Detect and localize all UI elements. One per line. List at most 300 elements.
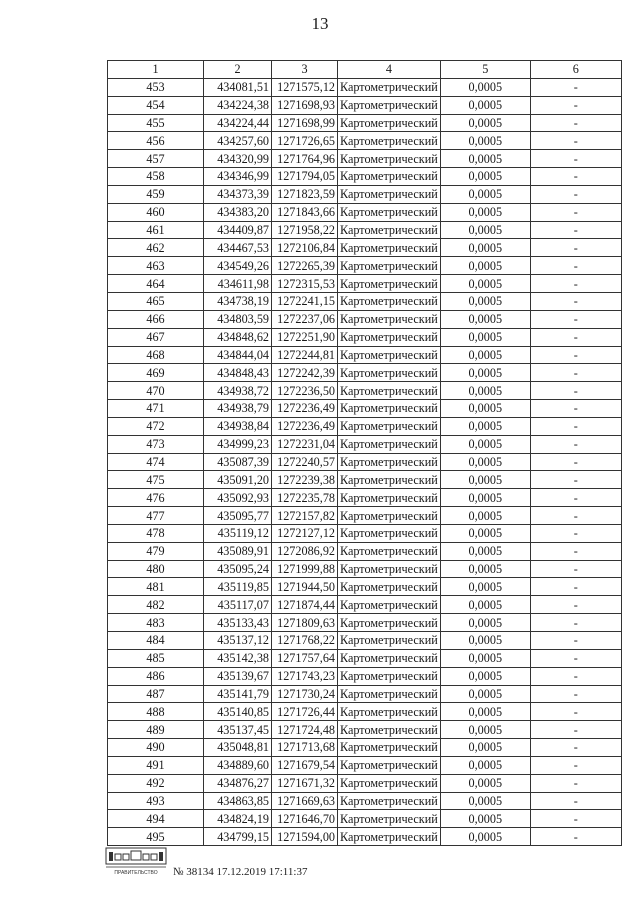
table-row bbox=[108, 239, 622, 257]
note-cell: - bbox=[530, 756, 621, 774]
y-coordinate-cell: 1271646,70 bbox=[272, 810, 338, 828]
y-coordinate-cell: 1272239,38 bbox=[272, 471, 338, 489]
accuracy-cell: 0,0005 bbox=[440, 774, 530, 792]
note-cell: - bbox=[530, 292, 621, 310]
y-coordinate-cell: 1271757,64 bbox=[272, 649, 338, 667]
table-row bbox=[108, 453, 622, 471]
point-number-cell: 485 bbox=[108, 649, 204, 667]
table-row bbox=[108, 578, 622, 596]
y-coordinate-cell: 1272086,92 bbox=[272, 542, 338, 560]
point-number-cell: 493 bbox=[108, 792, 204, 810]
x-coordinate-cell: 434803,59 bbox=[204, 310, 272, 328]
table-row bbox=[108, 168, 622, 186]
x-coordinate-cell: 435091,20 bbox=[204, 471, 272, 489]
y-coordinate-cell: 1271958,22 bbox=[272, 221, 338, 239]
accuracy-cell: 0,0005 bbox=[440, 489, 530, 507]
x-coordinate-cell: 434938,79 bbox=[204, 400, 272, 418]
method-cell: Картометрический bbox=[338, 328, 441, 346]
y-coordinate-cell: 1271809,63 bbox=[272, 614, 338, 632]
method-cell: Картометрический bbox=[338, 346, 441, 364]
method-cell: Картометрический bbox=[338, 507, 441, 525]
table-row bbox=[108, 417, 622, 435]
note-cell: - bbox=[530, 489, 621, 507]
accuracy-cell: 0,0005 bbox=[440, 221, 530, 239]
method-cell: Картометрический bbox=[338, 721, 441, 739]
method-cell: Картометрический bbox=[338, 275, 441, 293]
y-coordinate-cell: 1271713,68 bbox=[272, 739, 338, 757]
point-number-cell: 474 bbox=[108, 453, 204, 471]
note-cell: - bbox=[530, 364, 621, 382]
x-coordinate-cell: 435137,45 bbox=[204, 721, 272, 739]
y-coordinate-cell: 1271726,65 bbox=[272, 132, 338, 150]
y-coordinate-cell: 1272315,53 bbox=[272, 275, 338, 293]
y-coordinate-cell: 1272237,06 bbox=[272, 310, 338, 328]
note-cell: - bbox=[530, 257, 621, 275]
point-number-cell: 487 bbox=[108, 685, 204, 703]
note-cell: - bbox=[530, 96, 621, 114]
accuracy-cell: 0,0005 bbox=[440, 810, 530, 828]
accuracy-cell: 0,0005 bbox=[440, 578, 530, 596]
note-cell: - bbox=[530, 632, 621, 650]
y-coordinate-cell: 1272240,57 bbox=[272, 453, 338, 471]
table-row bbox=[108, 364, 622, 382]
x-coordinate-cell: 434799,15 bbox=[204, 828, 272, 846]
point-number-cell: 472 bbox=[108, 417, 204, 435]
point-number-cell: 483 bbox=[108, 614, 204, 632]
y-coordinate-cell: 1272236,49 bbox=[272, 417, 338, 435]
point-number-cell: 486 bbox=[108, 667, 204, 685]
y-coordinate-cell: 1272241,15 bbox=[272, 292, 338, 310]
government-stamp-logo bbox=[105, 846, 167, 876]
note-cell: - bbox=[530, 239, 621, 257]
note-cell: - bbox=[530, 578, 621, 596]
y-coordinate-cell: 1271726,44 bbox=[272, 703, 338, 721]
note-cell: - bbox=[530, 400, 621, 418]
x-coordinate-cell: 435140,85 bbox=[204, 703, 272, 721]
table-row bbox=[108, 542, 622, 560]
y-coordinate-cell: 1271944,50 bbox=[272, 578, 338, 596]
point-number-cell: 469 bbox=[108, 364, 204, 382]
y-coordinate-cell: 1271874,44 bbox=[272, 596, 338, 614]
point-number-cell: 490 bbox=[108, 739, 204, 757]
method-cell: Картометрический bbox=[338, 471, 441, 489]
method-cell: Картометрический bbox=[338, 96, 441, 114]
x-coordinate-cell: 434848,62 bbox=[204, 328, 272, 346]
table-row bbox=[108, 346, 622, 364]
note-cell: - bbox=[530, 203, 621, 221]
y-coordinate-cell: 1271730,24 bbox=[272, 685, 338, 703]
accuracy-cell: 0,0005 bbox=[440, 435, 530, 453]
note-cell: - bbox=[530, 150, 621, 168]
method-cell: Картометрический bbox=[338, 489, 441, 507]
note-cell: - bbox=[530, 435, 621, 453]
document-registration-stamp: № 38134 17.12.2019 17:11:37 bbox=[173, 866, 308, 878]
method-cell: Картометрический bbox=[338, 364, 441, 382]
method-cell: Картометрический bbox=[338, 400, 441, 418]
accuracy-cell: 0,0005 bbox=[440, 739, 530, 757]
accuracy-cell: 0,0005 bbox=[440, 542, 530, 560]
method-cell: Картометрический bbox=[338, 667, 441, 685]
x-coordinate-cell: 435133,43 bbox=[204, 614, 272, 632]
accuracy-cell: 0,0005 bbox=[440, 400, 530, 418]
method-cell: Картометрический bbox=[338, 435, 441, 453]
coordinates-table bbox=[107, 60, 622, 846]
column-header: 5 bbox=[440, 61, 530, 79]
y-coordinate-cell: 1272265,39 bbox=[272, 257, 338, 275]
column-header: 2 bbox=[204, 61, 272, 79]
table-row bbox=[108, 596, 622, 614]
method-cell: Картометрический bbox=[338, 203, 441, 221]
point-number-cell: 480 bbox=[108, 560, 204, 578]
point-number-cell: 454 bbox=[108, 96, 204, 114]
note-cell: - bbox=[530, 560, 621, 578]
accuracy-cell: 0,0005 bbox=[440, 328, 530, 346]
point-number-cell: 471 bbox=[108, 400, 204, 418]
note-cell: - bbox=[530, 614, 621, 632]
x-coordinate-cell: 434844,04 bbox=[204, 346, 272, 364]
accuracy-cell: 0,0005 bbox=[440, 471, 530, 489]
column-header: 4 bbox=[338, 61, 441, 79]
note-cell: - bbox=[530, 667, 621, 685]
method-cell: Картометрический bbox=[338, 810, 441, 828]
note-cell: - bbox=[530, 78, 621, 96]
method-cell: Картометрический bbox=[338, 542, 441, 560]
x-coordinate-cell: 435139,67 bbox=[204, 667, 272, 685]
table-row bbox=[108, 150, 622, 168]
table-row bbox=[108, 828, 622, 846]
accuracy-cell: 0,0005 bbox=[440, 96, 530, 114]
x-coordinate-cell: 434999,23 bbox=[204, 435, 272, 453]
note-cell: - bbox=[530, 168, 621, 186]
x-coordinate-cell: 434346,99 bbox=[204, 168, 272, 186]
accuracy-cell: 0,0005 bbox=[440, 667, 530, 685]
point-number-cell: 456 bbox=[108, 132, 204, 150]
x-coordinate-cell: 434876,27 bbox=[204, 774, 272, 792]
table-row bbox=[108, 632, 622, 650]
point-number-cell: 473 bbox=[108, 435, 204, 453]
table-row bbox=[108, 400, 622, 418]
x-coordinate-cell: 434224,38 bbox=[204, 96, 272, 114]
page-number: 13 bbox=[311, 14, 329, 33]
accuracy-cell: 0,0005 bbox=[440, 560, 530, 578]
accuracy-cell: 0,0005 bbox=[440, 132, 530, 150]
x-coordinate-cell: 435095,77 bbox=[204, 507, 272, 525]
point-number-cell: 468 bbox=[108, 346, 204, 364]
note-cell: - bbox=[530, 649, 621, 667]
x-coordinate-cell: 435119,12 bbox=[204, 524, 272, 542]
table-row bbox=[108, 756, 622, 774]
table-row bbox=[108, 132, 622, 150]
note-cell: - bbox=[530, 721, 621, 739]
column-header: 6 bbox=[530, 61, 621, 79]
table-row bbox=[108, 185, 622, 203]
table-row bbox=[108, 560, 622, 578]
point-number-cell: 477 bbox=[108, 507, 204, 525]
y-coordinate-cell: 1272251,90 bbox=[272, 328, 338, 346]
note-cell: - bbox=[530, 596, 621, 614]
x-coordinate-cell: 435087,39 bbox=[204, 453, 272, 471]
accuracy-cell: 0,0005 bbox=[440, 685, 530, 703]
method-cell: Картометрический bbox=[338, 453, 441, 471]
note-cell: - bbox=[530, 792, 621, 810]
accuracy-cell: 0,0005 bbox=[440, 275, 530, 293]
table-row bbox=[108, 471, 622, 489]
point-number-cell: 465 bbox=[108, 292, 204, 310]
x-coordinate-cell: 434224,44 bbox=[204, 114, 272, 132]
point-number-cell: 488 bbox=[108, 703, 204, 721]
note-cell: - bbox=[530, 382, 621, 400]
note-cell: - bbox=[530, 275, 621, 293]
x-coordinate-cell: 434611,98 bbox=[204, 275, 272, 293]
accuracy-cell: 0,0005 bbox=[440, 828, 530, 846]
table-body bbox=[108, 78, 622, 845]
column-header: 3 bbox=[272, 61, 338, 79]
y-coordinate-cell: 1271794,05 bbox=[272, 168, 338, 186]
x-coordinate-cell: 434889,60 bbox=[204, 756, 272, 774]
x-coordinate-cell: 435137,12 bbox=[204, 632, 272, 650]
method-cell: Картометрический bbox=[338, 417, 441, 435]
point-number-cell: 475 bbox=[108, 471, 204, 489]
x-coordinate-cell: 434257,60 bbox=[204, 132, 272, 150]
method-cell: Картометрический bbox=[338, 257, 441, 275]
column-header: 1 bbox=[108, 61, 204, 79]
note-cell: - bbox=[530, 507, 621, 525]
table-row bbox=[108, 792, 622, 810]
table-row bbox=[108, 649, 622, 667]
accuracy-cell: 0,0005 bbox=[440, 292, 530, 310]
method-cell: Картометрический bbox=[338, 578, 441, 596]
point-number-cell: 460 bbox=[108, 203, 204, 221]
x-coordinate-cell: 434467,53 bbox=[204, 239, 272, 257]
accuracy-cell: 0,0005 bbox=[440, 185, 530, 203]
note-cell: - bbox=[530, 453, 621, 471]
table-row bbox=[108, 810, 622, 828]
table-row bbox=[108, 614, 622, 632]
svg-text:ПРАВИТЕЛЬСТВО: ПРАВИТЕЛЬСТВО bbox=[114, 870, 158, 876]
table-header-row bbox=[108, 61, 622, 79]
point-number-cell: 479 bbox=[108, 542, 204, 560]
method-cell: Картометрический bbox=[338, 560, 441, 578]
point-number-cell: 492 bbox=[108, 774, 204, 792]
method-cell: Картометрический bbox=[338, 703, 441, 721]
note-cell: - bbox=[530, 810, 621, 828]
point-number-cell: 470 bbox=[108, 382, 204, 400]
method-cell: Картометрический bbox=[338, 150, 441, 168]
point-number-cell: 464 bbox=[108, 275, 204, 293]
accuracy-cell: 0,0005 bbox=[440, 168, 530, 186]
accuracy-cell: 0,0005 bbox=[440, 792, 530, 810]
point-number-cell: 461 bbox=[108, 221, 204, 239]
y-coordinate-cell: 1272242,39 bbox=[272, 364, 338, 382]
y-coordinate-cell: 1272236,50 bbox=[272, 382, 338, 400]
method-cell: Картометрический bbox=[338, 221, 441, 239]
x-coordinate-cell: 435089,91 bbox=[204, 542, 272, 560]
method-cell: Картометрический bbox=[338, 524, 441, 542]
method-cell: Картометрический bbox=[338, 614, 441, 632]
accuracy-cell: 0,0005 bbox=[440, 114, 530, 132]
method-cell: Картометрический bbox=[338, 632, 441, 650]
method-cell: Картометрический bbox=[338, 596, 441, 614]
accuracy-cell: 0,0005 bbox=[440, 150, 530, 168]
point-number-cell: 495 bbox=[108, 828, 204, 846]
note-cell: - bbox=[530, 346, 621, 364]
point-number-cell: 459 bbox=[108, 185, 204, 203]
method-cell: Картометрический bbox=[338, 239, 441, 257]
accuracy-cell: 0,0005 bbox=[440, 649, 530, 667]
y-coordinate-cell: 1272235,78 bbox=[272, 489, 338, 507]
table-row bbox=[108, 721, 622, 739]
accuracy-cell: 0,0005 bbox=[440, 453, 530, 471]
x-coordinate-cell: 434938,84 bbox=[204, 417, 272, 435]
method-cell: Картометрический bbox=[338, 310, 441, 328]
note-cell: - bbox=[530, 185, 621, 203]
table-row bbox=[108, 667, 622, 685]
note-cell: - bbox=[530, 542, 621, 560]
note-cell: - bbox=[530, 114, 621, 132]
y-coordinate-cell: 1271843,66 bbox=[272, 203, 338, 221]
accuracy-cell: 0,0005 bbox=[440, 257, 530, 275]
y-coordinate-cell: 1272236,49 bbox=[272, 400, 338, 418]
x-coordinate-cell: 435048,81 bbox=[204, 739, 272, 757]
note-cell: - bbox=[530, 221, 621, 239]
x-coordinate-cell: 434383,20 bbox=[204, 203, 272, 221]
point-number-cell: 458 bbox=[108, 168, 204, 186]
x-coordinate-cell: 434824,19 bbox=[204, 810, 272, 828]
method-cell: Картометрический bbox=[338, 185, 441, 203]
table-row bbox=[108, 435, 622, 453]
point-number-cell: 467 bbox=[108, 328, 204, 346]
table-row bbox=[108, 275, 622, 293]
method-cell: Картометрический bbox=[338, 828, 441, 846]
method-cell: Картометрический bbox=[338, 382, 441, 400]
y-coordinate-cell: 1272231,04 bbox=[272, 435, 338, 453]
y-coordinate-cell: 1272106,84 bbox=[272, 239, 338, 257]
accuracy-cell: 0,0005 bbox=[440, 703, 530, 721]
method-cell: Картометрический bbox=[338, 756, 441, 774]
table-row bbox=[108, 257, 622, 275]
accuracy-cell: 0,0005 bbox=[440, 524, 530, 542]
y-coordinate-cell: 1271698,93 bbox=[272, 96, 338, 114]
accuracy-cell: 0,0005 bbox=[440, 78, 530, 96]
table-row bbox=[108, 221, 622, 239]
table-row bbox=[108, 524, 622, 542]
y-coordinate-cell: 1272157,82 bbox=[272, 507, 338, 525]
table-row bbox=[108, 739, 622, 757]
accuracy-cell: 0,0005 bbox=[440, 756, 530, 774]
method-cell: Картометрический bbox=[338, 774, 441, 792]
y-coordinate-cell: 1272244,81 bbox=[272, 346, 338, 364]
table-row bbox=[108, 203, 622, 221]
note-cell: - bbox=[530, 310, 621, 328]
y-coordinate-cell: 1271764,96 bbox=[272, 150, 338, 168]
table-row bbox=[108, 292, 622, 310]
y-coordinate-cell: 1271768,22 bbox=[272, 632, 338, 650]
y-coordinate-cell: 1271575,12 bbox=[272, 78, 338, 96]
table-row bbox=[108, 96, 622, 114]
x-coordinate-cell: 434863,85 bbox=[204, 792, 272, 810]
y-coordinate-cell: 1271724,48 bbox=[272, 721, 338, 739]
accuracy-cell: 0,0005 bbox=[440, 364, 530, 382]
point-number-cell: 457 bbox=[108, 150, 204, 168]
x-coordinate-cell: 434549,26 bbox=[204, 257, 272, 275]
point-number-cell: 455 bbox=[108, 114, 204, 132]
table-row bbox=[108, 703, 622, 721]
table-row bbox=[108, 78, 622, 96]
point-number-cell: 482 bbox=[108, 596, 204, 614]
point-number-cell: 481 bbox=[108, 578, 204, 596]
note-cell: - bbox=[530, 328, 621, 346]
x-coordinate-cell: 435142,38 bbox=[204, 649, 272, 667]
method-cell: Картометрический bbox=[338, 792, 441, 810]
x-coordinate-cell: 435119,85 bbox=[204, 578, 272, 596]
table-row bbox=[108, 507, 622, 525]
x-coordinate-cell: 434320,99 bbox=[204, 150, 272, 168]
x-coordinate-cell: 435117,07 bbox=[204, 596, 272, 614]
y-coordinate-cell: 1271999,88 bbox=[272, 560, 338, 578]
method-cell: Картометрический bbox=[338, 685, 441, 703]
table-row bbox=[108, 774, 622, 792]
note-cell: - bbox=[530, 132, 621, 150]
note-cell: - bbox=[530, 828, 621, 846]
note-cell: - bbox=[530, 703, 621, 721]
accuracy-cell: 0,0005 bbox=[440, 346, 530, 364]
method-cell: Картометрический bbox=[338, 132, 441, 150]
accuracy-cell: 0,0005 bbox=[440, 721, 530, 739]
x-coordinate-cell: 434738,19 bbox=[204, 292, 272, 310]
x-coordinate-cell: 434938,72 bbox=[204, 382, 272, 400]
point-number-cell: 489 bbox=[108, 721, 204, 739]
y-coordinate-cell: 1271679,54 bbox=[272, 756, 338, 774]
accuracy-cell: 0,0005 bbox=[440, 596, 530, 614]
table-row bbox=[108, 382, 622, 400]
point-number-cell: 476 bbox=[108, 489, 204, 507]
table-row bbox=[108, 685, 622, 703]
table-row bbox=[108, 114, 622, 132]
note-cell: - bbox=[530, 471, 621, 489]
y-coordinate-cell: 1272127,12 bbox=[272, 524, 338, 542]
y-coordinate-cell: 1271698,99 bbox=[272, 114, 338, 132]
accuracy-cell: 0,0005 bbox=[440, 382, 530, 400]
accuracy-cell: 0,0005 bbox=[440, 507, 530, 525]
point-number-cell: 491 bbox=[108, 756, 204, 774]
point-number-cell: 494 bbox=[108, 810, 204, 828]
table-row bbox=[108, 328, 622, 346]
point-number-cell: 478 bbox=[108, 524, 204, 542]
accuracy-cell: 0,0005 bbox=[440, 203, 530, 221]
x-coordinate-cell: 434373,39 bbox=[204, 185, 272, 203]
y-coordinate-cell: 1271823,59 bbox=[272, 185, 338, 203]
note-cell: - bbox=[530, 417, 621, 435]
x-coordinate-cell: 434848,43 bbox=[204, 364, 272, 382]
table-row bbox=[108, 489, 622, 507]
table-row bbox=[108, 310, 622, 328]
method-cell: Картометрический bbox=[338, 649, 441, 667]
method-cell: Картометрический bbox=[338, 168, 441, 186]
point-number-cell: 463 bbox=[108, 257, 204, 275]
accuracy-cell: 0,0005 bbox=[440, 632, 530, 650]
note-cell: - bbox=[530, 685, 621, 703]
y-coordinate-cell: 1271594,00 bbox=[272, 828, 338, 846]
x-coordinate-cell: 434409,87 bbox=[204, 221, 272, 239]
point-number-cell: 453 bbox=[108, 78, 204, 96]
x-coordinate-cell: 434081,51 bbox=[204, 78, 272, 96]
accuracy-cell: 0,0005 bbox=[440, 239, 530, 257]
y-coordinate-cell: 1271743,23 bbox=[272, 667, 338, 685]
point-number-cell: 466 bbox=[108, 310, 204, 328]
footer bbox=[105, 846, 525, 880]
point-number-cell: 484 bbox=[108, 632, 204, 650]
method-cell: Картометрический bbox=[338, 739, 441, 757]
